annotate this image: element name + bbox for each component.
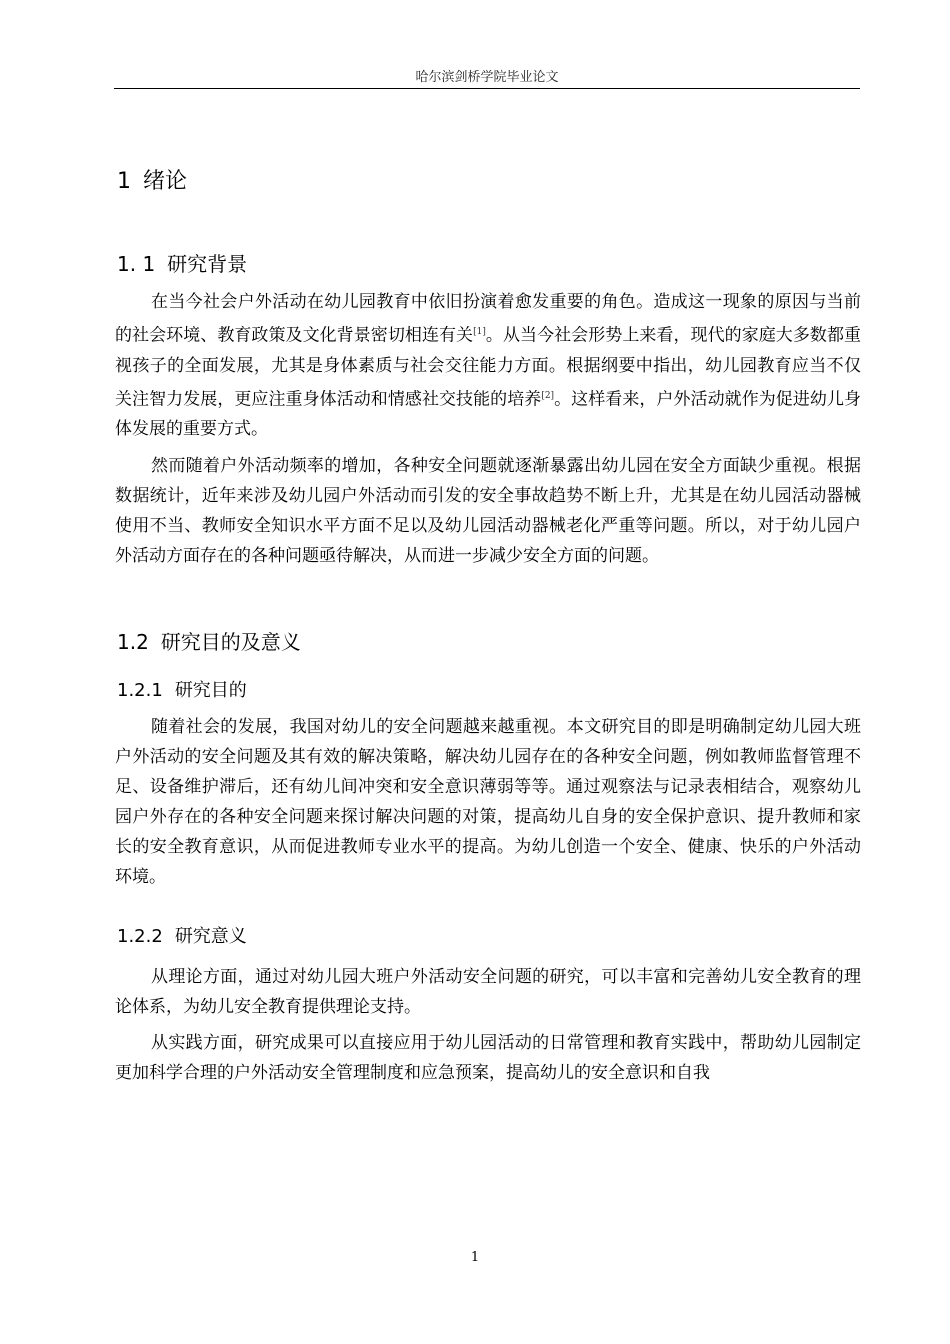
section-heading-1-1 — [117, 248, 247, 277]
chapter-number: 1 — [117, 169, 131, 194]
paragraph-text: 。这样看来，户外活动就作为促进幼儿身体发展的重要方式。 — [115, 389, 862, 440]
section-number: 1. 1 — [117, 252, 156, 276]
paragraph-significance-practice: 从实践方面，研究成果可以直接应用于幼儿园活动的日常管理和教育实践中，帮助幼儿园制定更加科学合理的户外活动安全管理制度和应急预案，提高幼儿的安全意识和自我 — [115, 1033, 861, 1083]
paragraph-background-2: 然而随着户外活动频率的增加，各种安全问题就逐渐暴露出幼儿园在安全方面缺少重视。根据数据统计，近年来涉及幼儿园户外活动而引发的安全事故趋势不断上升，尤其是在幼儿园活动器械使用不当、教师安全知识水平方面不足以及幼儿园活动器械老化严重等问题。所以，对于幼儿园户外活动方面存在的各种问题亟待解决，从而进一步减少安全方面的问题。 — [115, 456, 861, 566]
subsection-title: 研究目的 — [174, 680, 247, 701]
subsection-number: 1.2.2 — [117, 926, 163, 947]
citation-ref-1[interactable]: [1] — [473, 327, 486, 337]
paragraph-purpose: 随着社会的发展，我国对幼儿的安全问题越来越重视。本文研究目的即是明确制定幼儿园大班户外活动的安全问题及其有效的解决策略，解决幼儿园存在的各种安全问题，例如教师监督管理不足、设备维护滞后，还有幼儿间冲突和安全意识薄弱等等。通过观察法与记录表相结合，观察幼儿园户外存在的各种安全问题来探讨解决问题的对策，提高幼儿自身的安全保护意识、提升教师和家长的安全教育意识，从而促进教师专业水平的提高。为幼儿创造一个安全、健康、快乐的户外活动环境。 — [115, 717, 861, 887]
section-title: 研究目的及意义 — [160, 630, 301, 654]
chapter-title: 绪论 — [143, 169, 188, 194]
paragraph-significance-theory: 从理论方面，通过对幼儿园大班户外活动安全问题的研究，可以丰富和完善幼儿安全教育的理论体系，为幼儿安全教育提供理论支持。 — [115, 967, 861, 1017]
running-header: 哈尔滨剑桥学院毕业论文 — [415, 70, 559, 85]
subsection-heading-1-2-1 — [117, 676, 247, 702]
subsection-heading-1-2-2 — [117, 922, 247, 948]
subsection-title: 研究意义 — [174, 926, 247, 947]
header-rule — [114, 88, 860, 89]
section-title: 研究背景 — [167, 252, 248, 276]
subsection-number: 1.2.1 — [117, 680, 163, 701]
paragraph-background-1 — [115, 287, 861, 444]
section-number: 1.2 — [117, 630, 149, 654]
citation-ref-2[interactable]: [2] — [541, 390, 555, 401]
chapter-heading — [117, 164, 187, 195]
paragraph-text: 在当今社会户外活动在幼儿园教育中依旧扮演着愈发重要的角色。造成这一现象的原因与当前的社会环境、教育政策及文化背景密切相连有关 — [115, 292, 861, 346]
page-number: 1 — [470, 1250, 480, 1265]
paragraph-text: 。从当今社会形势上来看，现代的家庭大多数都重视孩子的全面发展，尤其是身体素质与社会交往能力方面。根据纲要中指出，幼儿园教育应当不仅关注智力发展，更应注重身体活动和情感社交技能的培养 — [115, 325, 862, 410]
section-heading-1-2 — [117, 626, 301, 655]
